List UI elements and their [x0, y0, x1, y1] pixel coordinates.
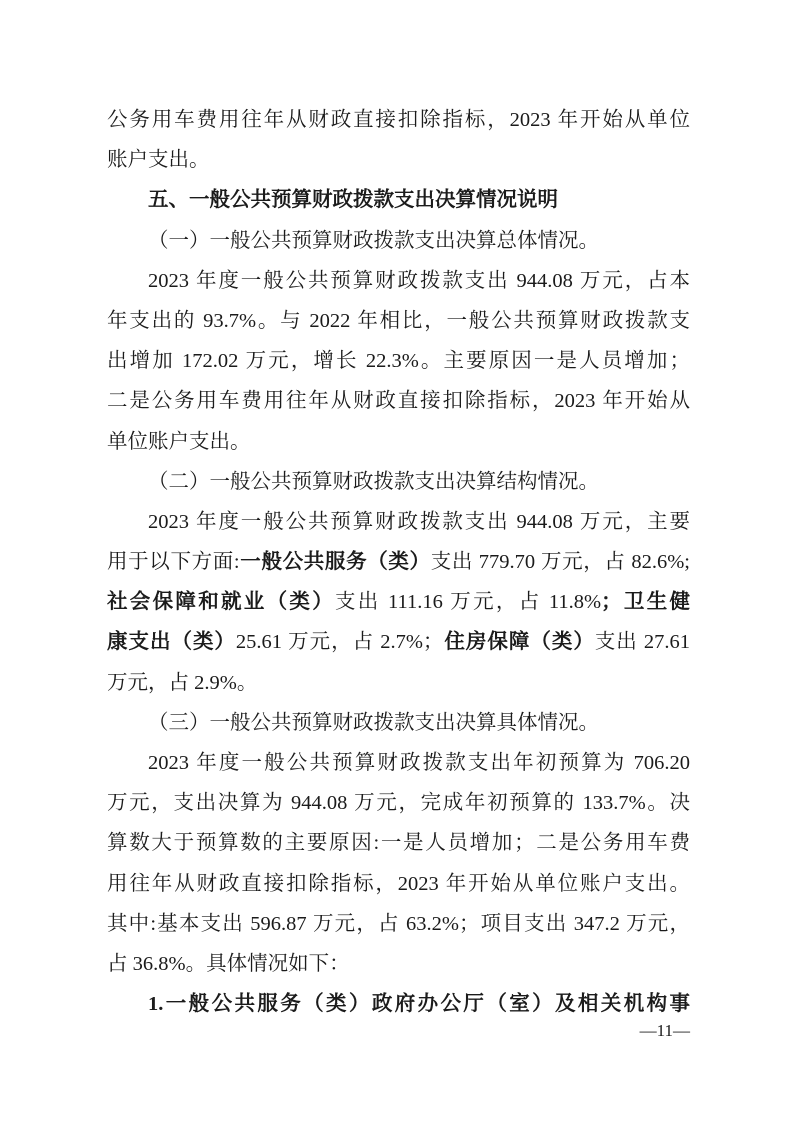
bold-category: ；卫生健 — [601, 591, 690, 614]
paragraph-line: 占 36.8%。具体情况如下： — [107, 952, 350, 975]
bold-category: 一般公共服务（类） — [239, 551, 431, 574]
page-number: —11— — [639, 1021, 690, 1040]
bold-category: 康支出（类） — [107, 631, 236, 654]
paragraph-line: 算数大于预算数的主要原因:一是人员增加；二是公务用车费 — [107, 832, 690, 855]
paragraph-line: 公务用车费用往年从财政直接扣除指标，2023 年开始从单位 — [107, 109, 690, 131]
paragraph-line — [107, 622, 690, 662]
text-segment: 支出 27.61 — [594, 631, 690, 654]
subsection-title: （一）一般公共预算财政拨款支出决算总体情况。 — [148, 229, 599, 252]
section-heading: 五、一般公共预算财政拨款支出决算情况说明 — [148, 189, 558, 212]
text-segment: 万元，占 2.9%。 — [107, 671, 258, 694]
page-body — [107, 100, 690, 1024]
item-heading: 1.一般公共服务（类）政府办公厅（室）及相关机构事 — [148, 993, 690, 1016]
subsection-title: （二）一般公共预算财政拨款支出决算结构情况。 — [148, 470, 599, 493]
paragraph-line: 用往年从财政直接扣除指标，2023 年开始从单位账户支出。 — [107, 872, 690, 895]
subsection-title: （三）一般公共预算财政拨款支出决算具体情况。 — [148, 711, 599, 734]
paragraph-line: 二是公务用车费用往年从财政直接扣除指标，2023 年开始从 — [107, 390, 690, 413]
text-segment: 支出 779.70 万元，占 82.6%; — [430, 551, 690, 574]
text-segment: 用于以下方面: — [107, 551, 240, 574]
text-segment: 支出 111.16 万元，占 11.8% — [335, 591, 602, 614]
paragraph-line: 其中:基本支出 596.87 万元，占 63.2%；项目支出 347.2 万元， — [107, 912, 690, 935]
paragraph-line: 出增加 172.02 万元，增长 22.3%。主要原因一是人员增加； — [107, 350, 690, 373]
paragraph-line: 账户支出。 — [107, 149, 210, 172]
paragraph-line — [107, 582, 690, 622]
paragraph-line: 单位账户支出。 — [107, 430, 251, 453]
text-segment: 25.61 万元，占 2.7%； — [235, 631, 444, 654]
paragraph-line: 2023 年度一般公共预算财政拨款支出年初预算为 706.20 — [148, 752, 690, 774]
paragraph-line: 万元，支出决算为 944.08 万元，完成年初预算的 133.7%。决 — [107, 792, 690, 815]
paragraph-line — [107, 542, 690, 582]
text-segment: 2023 年度一般公共预算财政拨款支出 944.08 万元，主要 — [148, 510, 690, 533]
paragraph-line — [107, 502, 690, 542]
bold-category: 住房保障（类） — [443, 631, 595, 654]
paragraph-line: 2023 年度一般公共预算财政拨款支出 944.08 万元，占本 — [148, 269, 690, 292]
paragraph-line — [107, 663, 690, 703]
bold-category: 社会保障和就业（类） — [107, 591, 335, 614]
paragraph-line: 年支出的 93.7%。与 2022 年相比，一般公共预算财政拨款支 — [107, 309, 690, 332]
